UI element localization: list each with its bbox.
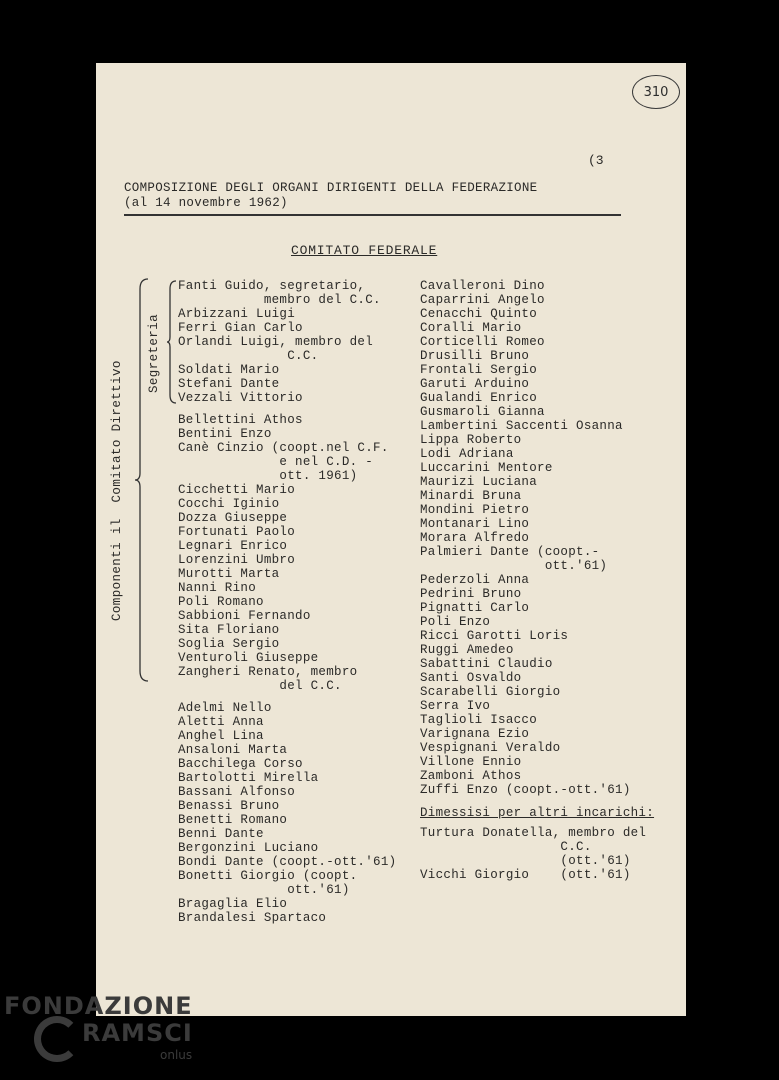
list-item: Poli Enzo [420,615,491,629]
document-title [124,181,537,211]
list-item: Zamboni Athos [420,769,522,783]
list-item: Dozza Giuseppe [178,511,288,525]
list-item: Taglioli Isacco [420,713,538,727]
list-item: Pignatti Carlo [420,601,530,615]
list-item: Murotti Marta [178,567,280,581]
list-item: Vespignani Veraldo [420,741,561,755]
list-item: Cicchetti Mario [178,483,296,497]
list-item: Bergonzini Luciano [178,841,319,855]
list-item: Anghel Lina [178,729,264,743]
list-item: ott.'61) [178,883,350,897]
list-item: Minardi Bruna [420,489,522,503]
spacer [178,405,396,413]
list-item: Santi Osvaldo [420,671,522,685]
title-divider [124,214,621,216]
list-item: Villone Ennio [420,755,522,769]
list-item: Turtura Donatella, membro del [420,826,647,840]
list-item: Brandalesi Spartaco [178,911,327,925]
logo-line-3: onlus [160,1048,193,1062]
list-item: Bentini Enzo [178,427,272,441]
section-heading: COMITATO FEDERALE [291,243,438,258]
list-item: Cenacchi Quinto [420,307,538,321]
list-item: Lorenzini Umbro [178,553,296,567]
list-item: Vezzali Vittorio [178,391,303,405]
list-item: Varignana Ezio [420,727,530,741]
list-item: Pederzoli Anna [420,573,530,587]
title-line-1: COMPOSIZIONE DEGLI ORGANI DIRIGENTI DELLA FEDERAZIONE [124,181,538,195]
list-item: Sita Floriano [178,623,280,637]
spacer [178,693,396,701]
list-item: ott. 1961) [178,469,358,483]
list-item: Bonetti Giorgio (coopt. [178,869,358,883]
list-item: Canè Cinzio (coopt.nel C.F. [178,441,389,455]
list-item: Poli Romano [178,595,264,609]
list-item: Gualandi Enrico [420,391,538,405]
list-item: Soldati Mario [178,363,280,377]
list-item: Sabattini Claudio [420,657,553,671]
list-item: C.C. [420,840,592,854]
list-item: Zuffi Enzo (coopt.-ott.'61) [420,783,631,797]
list-item: Bragaglia Elio [178,897,288,911]
list-item: Fanti Guido, segretario, [178,279,366,293]
list-item: Benni Dante [178,827,264,841]
list-item: Bellettini Athos [178,413,303,427]
list-item: (ott.'61) [420,854,631,868]
archive-number: 310 [643,84,669,100]
list-item: Morara Alfredo [420,531,530,545]
fondazione-gramsci-logo [4,992,194,1072]
list-item: Cavalleroni Dino [420,279,545,293]
list-item: Venturoli Giuseppe [178,651,319,665]
list-item: Bondi Dante (coopt.-ott.'61) [178,855,397,869]
left-column [178,279,396,925]
list-item: Lodi Adriana [420,447,514,461]
list-item: C.C. [178,349,319,363]
list-item: Bacchilega Corso [178,757,303,771]
list-item: Drusilli Bruno [420,349,530,363]
list-item: Lambertini Saccenti Osanna [420,419,623,433]
list-item: Corticelli Romeo [420,335,545,349]
list-item: Aletti Anna [178,715,264,729]
list-item: ott.'61) [420,559,608,573]
list-item: Stefani Dante [178,377,280,391]
title-line-2: (al 14 novembre 1962) [124,196,288,210]
list-item: Scarabelli Giorgio [420,685,561,699]
dimessi-heading: Dimessisi per altri incarichi: [420,806,655,820]
list-item: Luccarini Mentore [420,461,553,475]
list-item: Frontali Sergio [420,363,538,377]
list-item: membro del C.C. [178,293,381,307]
list-item: Garuti Arduino [420,377,530,391]
list-item: Mondini Pietro [420,503,530,517]
list-item: Lippa Roberto [420,433,522,447]
list-item: Zangheri Renato, membro [178,665,358,679]
list-item: Palmieri Dante (coopt.- [420,545,600,559]
list-item: del C.C. [178,679,342,693]
logo-g-mark [34,1016,80,1062]
list-item: Serra Ivo [420,699,491,713]
list-item: Soglia Sergio [178,637,280,651]
page-marker: (3 [588,153,604,168]
list-item: Adelmi Nello [178,701,272,715]
list-item: Caparrini Angelo [420,293,545,307]
list-item: Bassani Alfonso [178,785,296,799]
list-item: Benetti Romano [178,813,288,827]
list-item: Benassi Bruno [178,799,280,813]
list-item: Ricci Garotti Loris [420,629,569,643]
list-item: Pedrini Bruno [420,587,522,601]
document-page [96,63,686,1016]
list-item: Legnari Enrico [178,539,288,553]
list-item: Maurizi Luciana [420,475,538,489]
segreteria-brace [166,279,178,405]
list-item: Montanari Lino [420,517,530,531]
list-item: Nanni Rino [178,581,257,595]
list-item: Ruggi Amedeo [420,643,514,657]
list-item: Sabbioni Fernando [178,609,311,623]
right-column [420,279,631,797]
list-item: e nel C.D. - [178,455,374,469]
dimessi-section [420,806,654,882]
list-item: Coralli Mario [420,321,522,335]
direttivo-label: Componenti il Comitato Direttivo [110,360,124,621]
logo-line-1: FONDAZIONE [4,992,193,1020]
list-item: Bartolotti Mirella [178,771,319,785]
direttivo-brace [134,277,150,683]
list-item: Arbizzani Luigi [178,307,296,321]
list-item: Vicchi Giorgio (ott.'61) [420,868,631,882]
list-item: Cocchi Iginio [178,497,280,511]
segreteria-label: Segreteria [147,313,161,393]
list-item: Ansaloni Marta [178,743,288,757]
list-item: Ferri Gian Carlo [178,321,303,335]
logo-line-2: RAMSCI [82,1019,193,1047]
list-item: Gusmaroli Gianna [420,405,545,419]
archive-number-stamp [632,75,680,109]
list-item: Fortunati Paolo [178,525,296,539]
list-item: Orlandi Luigi, membro del [178,335,374,349]
